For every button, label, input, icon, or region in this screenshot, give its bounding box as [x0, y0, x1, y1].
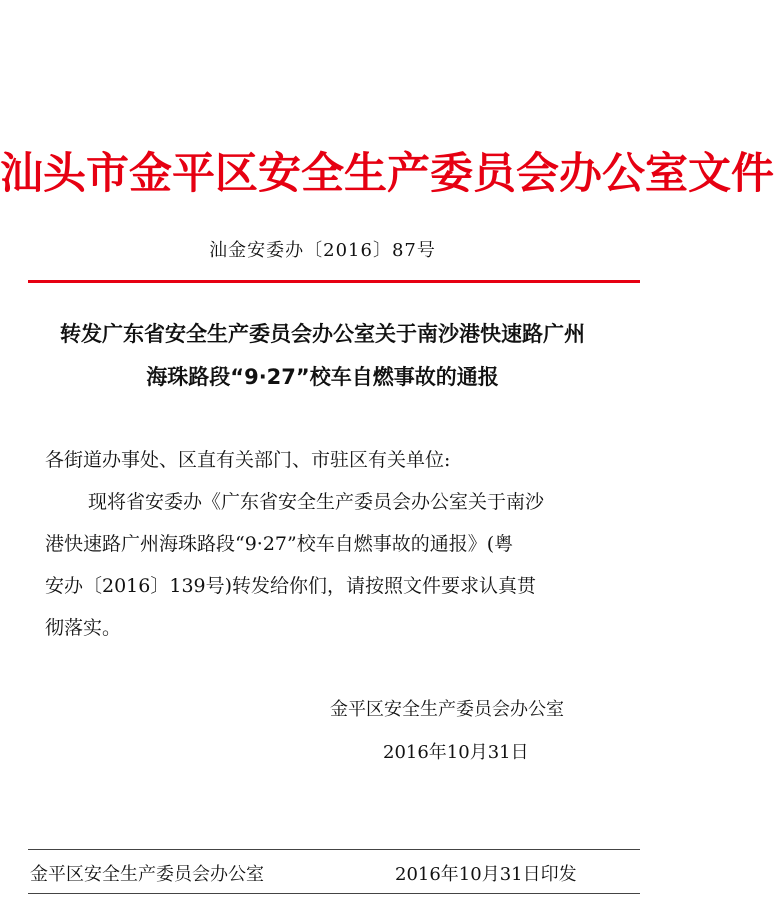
document-header-title: 汕头市金平区安全生产委员会办公室文件 — [0, 149, 774, 199]
salutation: 各街道办事处、区直有关部门、市驻区有关单位: — [45, 449, 451, 471]
signature-date: 2016年10月31日 — [383, 742, 529, 763]
footer-organization: 金平区安全生产委员会办公室 — [30, 864, 264, 885]
notice-title-line-1: 转发广东省安全生产委员会办公室关于南沙港快速路广州 — [60, 322, 585, 346]
document-number: 汕金安委办〔2016〕87号 — [209, 240, 436, 261]
red-divider-line — [28, 280, 640, 283]
body-paragraph-line: 安办〔2016〕139号)转发给你们，请按照文件要求认真贯 — [45, 575, 537, 597]
body-paragraph-line: 港快速路广州海珠路段“9·27”校车自燃事故的通报》(粤 — [45, 533, 514, 555]
signature-organization: 金平区安全生产委员会办公室 — [330, 699, 564, 720]
footer-bottom-rule — [28, 893, 640, 894]
body-paragraph-line: 现将省安委办《广东省安全生产委员会办公室关于南沙 — [88, 491, 545, 513]
footer-top-rule — [28, 849, 640, 850]
body-paragraph-line: 彻落实。 — [45, 617, 122, 639]
notice-title-line-2: 海珠路段“9·27”校车自燃事故的通报 — [146, 365, 499, 389]
footer-print-date: 2016年10月31日印发 — [395, 864, 577, 885]
